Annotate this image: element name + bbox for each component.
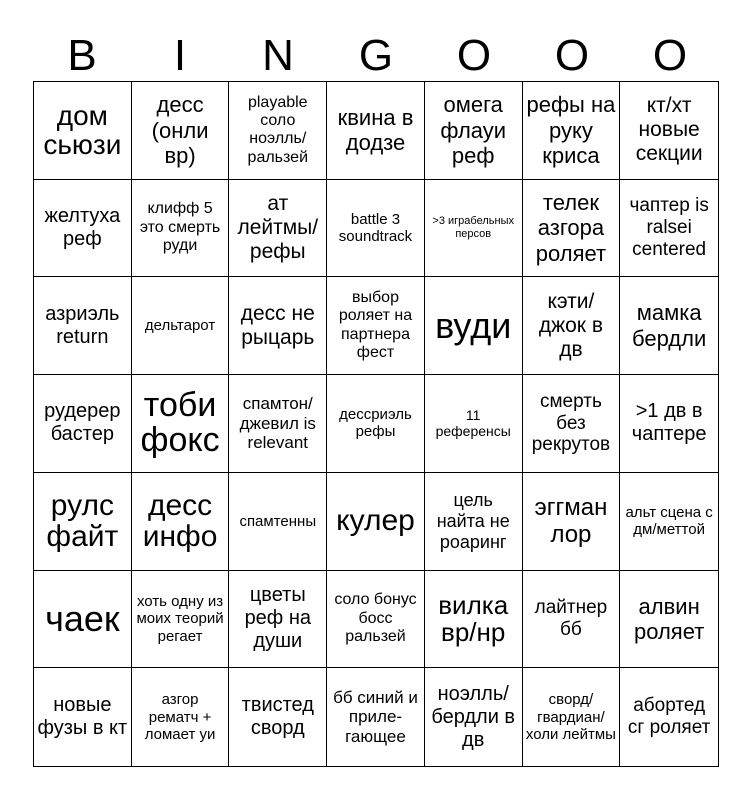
bingo-cell[interactable]: дельтарот <box>132 277 230 375</box>
bingo-cell[interactable]: азриэль return <box>34 277 132 375</box>
header-letter-o: O <box>456 31 492 80</box>
bingo-cell[interactable]: десс не рыцарь <box>229 277 327 375</box>
bingo-cell[interactable]: цветы реф на души <box>229 571 327 669</box>
bingo-cell[interactable]: азгор рематч + ломает уи <box>132 668 230 766</box>
bingo-cell[interactable]: playable соло ноэлль/ральзей <box>229 82 327 180</box>
bingo-cell[interactable]: вуди <box>425 277 523 375</box>
bingo-cell[interactable]: алвин роляет <box>620 571 718 669</box>
header-letter-o-2: O <box>554 31 590 80</box>
bingo-cell[interactable]: лайтнер бб <box>523 571 621 669</box>
bingo-cell[interactable]: новые фузы в кт <box>34 668 132 766</box>
bingo-cell[interactable]: клифф 5 это смерть руди <box>132 180 230 278</box>
bingo-cell[interactable]: вилка вр/нр <box>425 571 523 669</box>
bingo-cell[interactable]: 11 референсы <box>425 375 523 473</box>
bingo-cell[interactable]: ат лейтмы/рефы <box>229 180 327 278</box>
bingo-cell[interactable]: мамка бердли <box>620 277 718 375</box>
bingo-cell[interactable]: спамтенны <box>229 473 327 571</box>
header-letter-i: I <box>173 31 187 80</box>
bingo-cell[interactable]: кулер <box>327 473 425 571</box>
bingo-cell[interactable]: battle 3 soundtrack <box>327 180 425 278</box>
bingo-cell[interactable]: рефы на руку криса <box>523 82 621 180</box>
bingo-cell[interactable]: омега флауи реф <box>425 82 523 180</box>
bingo-header <box>33 30 719 82</box>
bingo-cell[interactable]: эггман лор <box>523 473 621 571</box>
bingo-cell[interactable]: цель найта не роаринг <box>425 473 523 571</box>
bingo-cell[interactable]: бб синий и приле-гающее <box>327 668 425 766</box>
bingo-cell[interactable]: твистед сворд <box>229 668 327 766</box>
bingo-cell[interactable]: спамтон/джевил is relevant <box>229 375 327 473</box>
bingo-cell[interactable]: хоть одну из моих теорий регает <box>132 571 230 669</box>
bingo-cell[interactable]: рулс файт <box>34 473 132 571</box>
bingo-cell[interactable]: соло бонус босс ральзей <box>327 571 425 669</box>
bingo-cell[interactable]: ноэлль/бердли в дв <box>425 668 523 766</box>
bingo-cell[interactable]: кэти/джок в дв <box>523 277 621 375</box>
bingo-cell[interactable]: >3 играбельных персов <box>425 180 523 278</box>
header-letter-o-3: O <box>652 31 688 80</box>
bingo-cell[interactable]: выбор роляет на партнера фест <box>327 277 425 375</box>
bingo-cell[interactable]: рудерер бастер <box>34 375 132 473</box>
bingo-cell[interactable]: телек азгора роляет <box>523 180 621 278</box>
bingo-cell[interactable]: смерть без рекрутов <box>523 375 621 473</box>
bingo-cell[interactable]: кт/хт новые секции <box>620 82 718 180</box>
bingo-cell[interactable]: абортед сг роляет <box>627 695 711 739</box>
header-letter-g: G <box>358 31 394 80</box>
bingo-cell[interactable]: тоби фокс <box>132 375 230 473</box>
bingo-board <box>33 81 719 767</box>
bingo-cell[interactable]: десс (онли вр) <box>132 82 230 180</box>
bingo-cell[interactable]: дом сьюзи <box>34 82 132 180</box>
bingo-cell[interactable]: альт сцена с дм/меттой <box>620 473 718 571</box>
bingo-cell[interactable]: сворд/гвардиан/холи лейтмы <box>523 668 621 766</box>
header-letter-b: B <box>67 31 97 80</box>
bingo-cell[interactable]: дессриэль рефы <box>327 375 425 473</box>
bingo-cell[interactable]: квина в додзе <box>327 82 425 180</box>
bingo-cell[interactable]: желтуха реф <box>34 180 132 278</box>
bingo-cell[interactable]: >1 дв в чаптере <box>620 375 718 473</box>
bingo-cell[interactable]: чаек <box>34 571 132 669</box>
bingo-cell[interactable]: чаптер is ralsei centered <box>620 180 718 278</box>
bingo-cell[interactable]: десс инфо <box>132 473 230 571</box>
header-letter-n: N <box>262 31 294 80</box>
